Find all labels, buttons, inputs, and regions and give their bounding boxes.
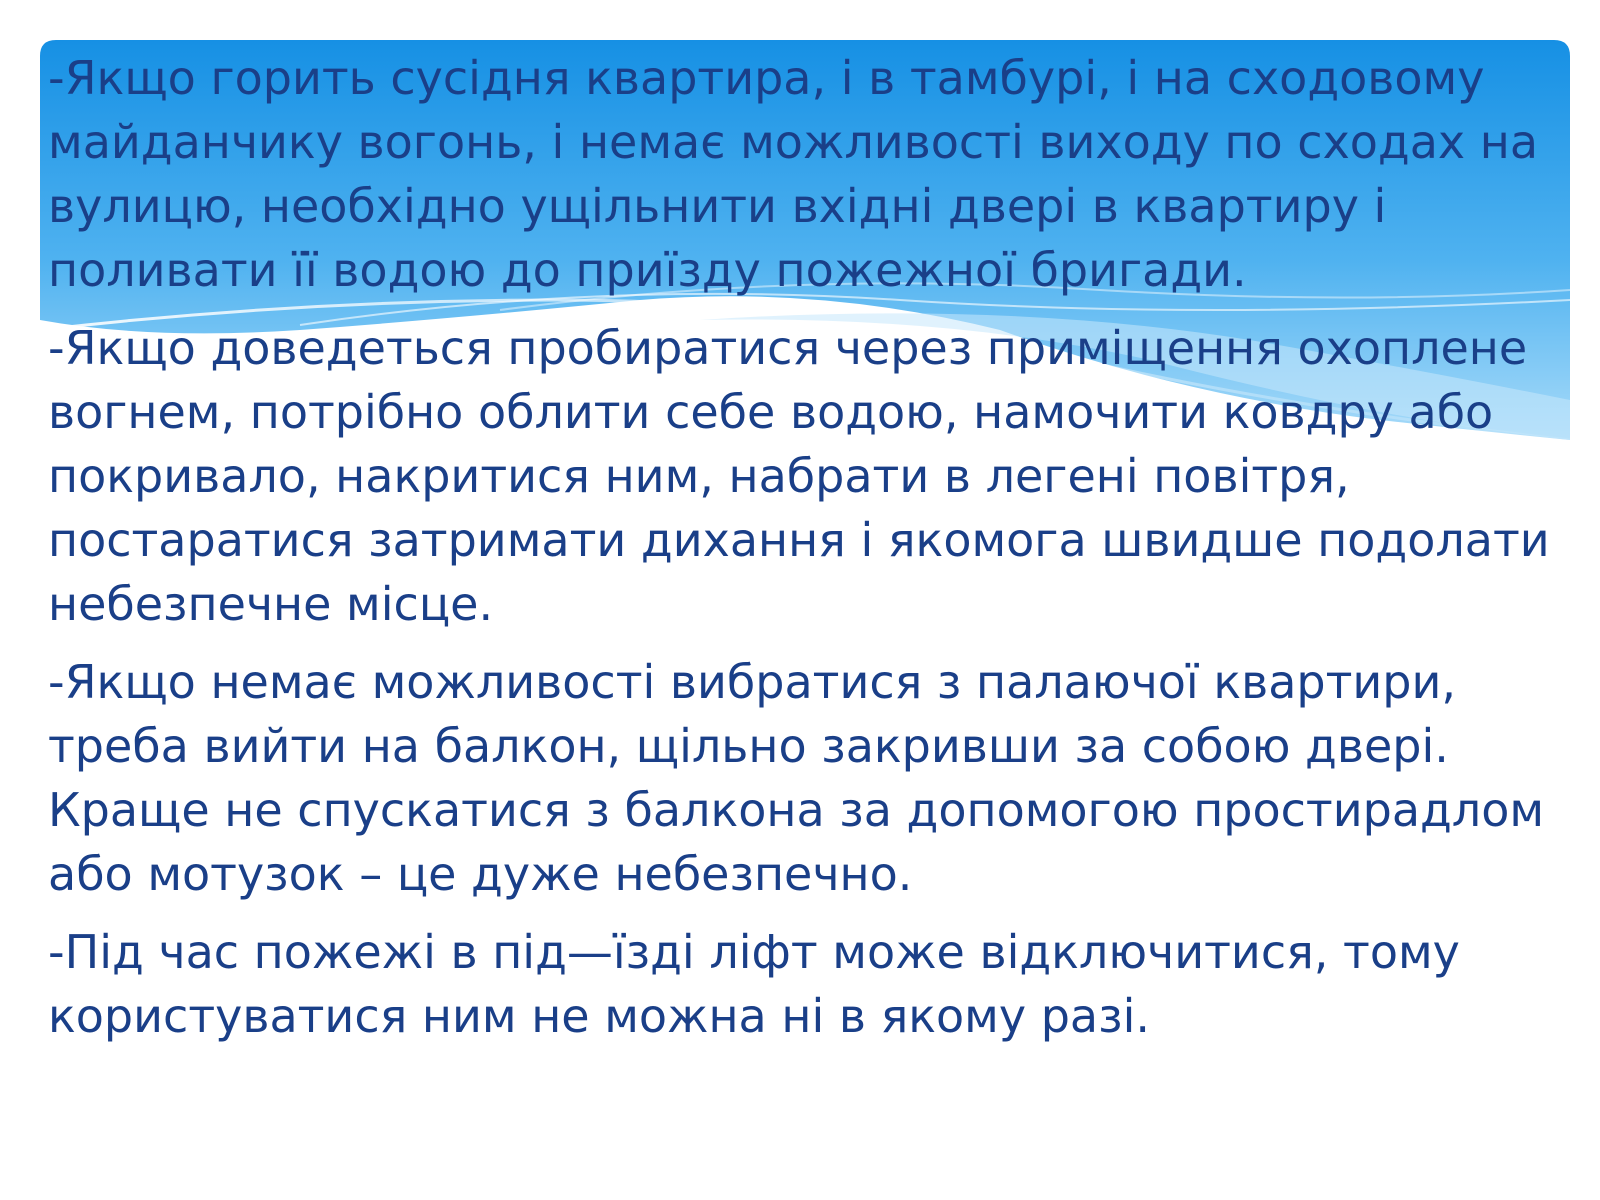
slide-body (48, 46, 1568, 1062)
paragraph-1: -Якщо горить сусідня квартира, і в тамбурі, і на сходовому майданчику вогонь, і немає можливості виходу по сходах на вулицю, необхідно ущільнити вхідні двері в квартиру і поливати її водою до приїзду пожежної бригади. (48, 51, 1539, 297)
paragraph-2: -Якщо доведеться пробиратися через приміщення охоплене вогнем, потрібно облити себе водою, намочити ковдру або покривало, накритися ним, набрати в легені повітря, постаратися затримати дихання і якомога швидше подолати небезпечне місце. (48, 321, 1550, 631)
paragraph-3: -Якщо немає можливості вибратися з палаючої квартири, треба вийти на балкон, щільно закривши за собою двері. Краще не спускатися з балкона за допомогою простирадлом або мотузок – це дуже небезпечно. (48, 655, 1545, 901)
paragraph-4: -Під час пожежі в під—їзді ліфт може відключитися, тому користуватися ним не можна ні в якому разі. (48, 925, 1460, 1043)
